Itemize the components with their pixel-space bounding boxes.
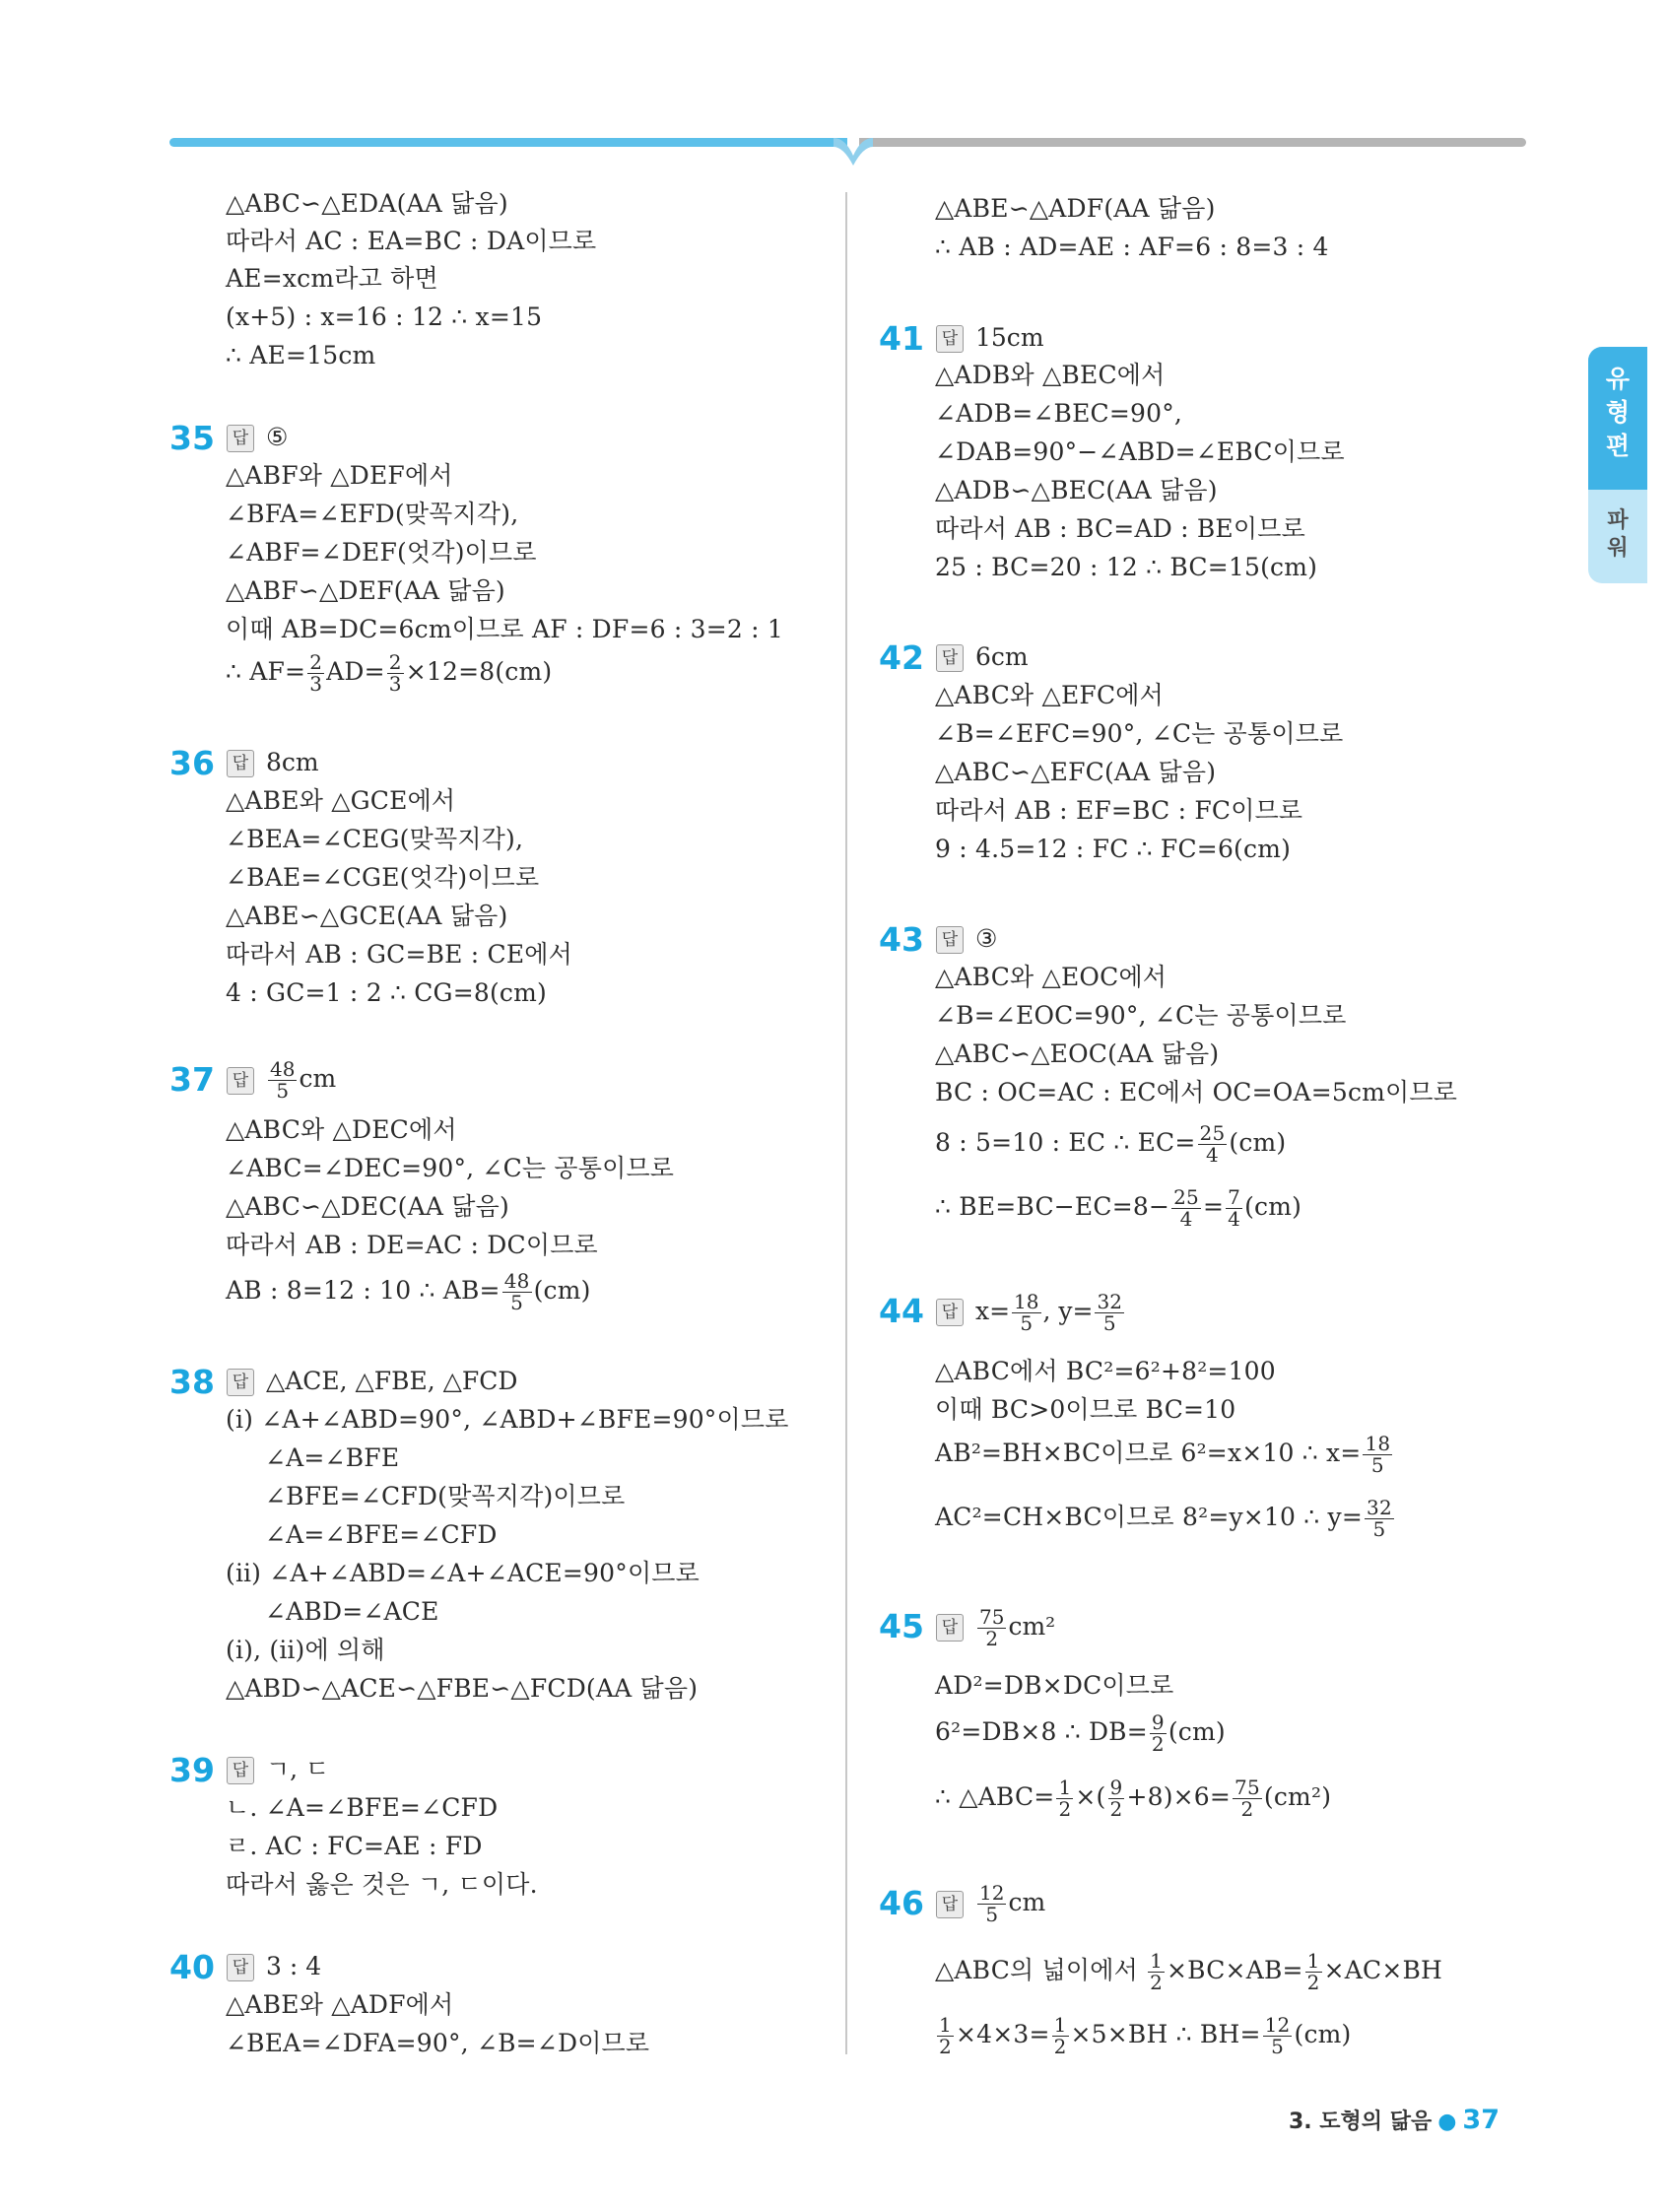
text-line: 9 : 4.5=12 : FC ∴ FC=6(cm): [935, 835, 1292, 863]
formula-line: $\frac{1}{2}$ ×4×3= $\frac{1}{2}$ ×5×BH ∴ BH= $\frac{12}{5}$ (cm): [939, 2013, 1352, 2058]
text-line: △ADB∽△BEC(AA 닮음): [935, 476, 1218, 504]
text-line: △ABC와 △EOC에서: [935, 963, 1168, 991]
text-line: 따라서 AB : EF=BC : FC이므로: [935, 796, 1303, 825]
answer-value: $\frac{48}{5}$ cm: [270, 1057, 337, 1103]
answer-label: 답: [936, 644, 964, 672]
text-line: AD²=DB×DC이므로: [935, 1671, 1174, 1700]
answer-value: ⑤: [266, 423, 289, 451]
problem-number: 41: [879, 319, 924, 358]
formula-line: ∴ △ABC= $\frac{1}{2}$ ×( $\frac{9}{2}$ +8)×6= $\frac{75}{2}$ (cm²): [935, 1776, 1332, 1821]
bullet-icon: ●: [1437, 2110, 1457, 2134]
answer-label: 답: [227, 1067, 254, 1095]
text-line: 따라서 AB : DE=AC : DC이므로: [226, 1231, 598, 1259]
answer-value: 3 : 4: [266, 1952, 322, 1980]
answer-value: $\frac{75}{2}$ cm²: [979, 1605, 1056, 1650]
text-line: △ABE와 △ADF에서: [226, 1990, 454, 2019]
text-line: △ABC∽△EDA(AA 닮음): [226, 189, 508, 218]
formula-line: △ABC의 넓이에서 $\frac{1}{2}$ ×BC×AB= $\frac{1}{2}$ ×AC×BH: [935, 1949, 1443, 1994]
problem-number: 46: [879, 1884, 924, 1922]
text-line: △ABC와 △DEC에서: [226, 1115, 457, 1144]
formula-line: ∴ AF= $\frac{2}{3}$ AD= $\frac{2}{3}$ ×12=8(cm): [226, 650, 553, 696]
answer-value: ③: [975, 924, 998, 953]
page-footer: [1289, 2105, 1500, 2135]
text-line: (x+5) : x=16 : 12 ∴ x=15: [226, 302, 543, 331]
column-divider: [845, 192, 847, 2054]
text-line: △ABC∽△EOC(AA 닮음): [935, 1039, 1220, 1068]
text-line: ∠ADB=∠BEC=90°,: [935, 399, 1183, 428]
fraction: $\frac{2}{3}$: [309, 650, 323, 696]
formula-line: ∴ BE=BC−EC=8− $\frac{25}{4}$ = $\frac{7}{4}$ (cm): [935, 1185, 1302, 1231]
problem-number: 44: [879, 1292, 924, 1330]
chapter-title: 3. 도형의 닮음: [1288, 2110, 1433, 2134]
text-line: ∴ AB : AD=AE : AF=6 : 8=3 : 4: [935, 233, 1329, 261]
text-line: 따라서 AB : GC=BE : CE에서: [226, 940, 573, 969]
formula-line: 6²=DB×8 ∴ DB= $\frac{9}{2}$ (cm): [935, 1710, 1226, 1756]
problem-number: 35: [169, 419, 215, 457]
answer-value: △ACE, △FBE, △FCD: [266, 1367, 518, 1395]
text-line: △ABC에서 BC²=6²+8²=100: [935, 1357, 1276, 1385]
text-line: ∠A=∠BFE=∠CFD: [265, 1520, 498, 1549]
fraction: $\frac{12}{5}$: [979, 1881, 1005, 1926]
text-line: ∴ AE=15cm: [226, 341, 376, 369]
text-line: △ABC와 △EFC에서: [935, 681, 1164, 709]
text-line: 4 : GC=1 : 2 ∴ CG=8(cm): [226, 978, 547, 1007]
text-line: △ABC∽△DEC(AA 닮음): [226, 1192, 509, 1221]
fraction: $\frac{75}{2}$: [979, 1605, 1005, 1650]
text-line: △ABE와 △GCE에서: [226, 786, 456, 815]
text-line: 따라서 AC : EA=BC : DA이므로: [226, 227, 597, 255]
text-line: ∠BFA=∠EFD(맞꼭지각),: [226, 500, 519, 528]
text-line: ∠DAB=90°−∠ABD=∠EBC이므로: [935, 437, 1345, 466]
text-line: △ABF∽△DEF(AA 닮음): [226, 576, 505, 605]
text-line: ∠BEA=∠CEG(맞꼭지각),: [226, 825, 524, 853]
answer-value: 8cm: [266, 748, 319, 776]
formula-line: AB : 8=12 : 10 ∴ AB= $\frac{48}{5}$ (cm): [226, 1269, 591, 1314]
text-line: ∠A=∠BFE: [265, 1443, 400, 1472]
text-line: △ABE∽△GCE(AA 닮음): [226, 902, 508, 930]
answer-label: 답: [936, 1614, 964, 1642]
text-line: (ⅱ) ∠A+∠ABD=∠A+∠ACE=90°이므로: [226, 1559, 700, 1587]
text-line: ∠BAE=∠CGE(엇각)이므로: [226, 863, 540, 892]
answer-value: $\frac{12}{5}$ cm: [979, 1881, 1046, 1926]
text-line: AE=xcm라고 하면: [226, 264, 438, 293]
text-line: 따라서 옳은 것은 ㄱ, ㄷ이다.: [226, 1870, 538, 1899]
fraction: $\frac{9}{2}$: [1151, 1710, 1165, 1756]
fraction: $\frac{1}{2}$: [1306, 1949, 1320, 1994]
problem-number: 43: [879, 920, 924, 959]
text-line: △ABE∽△ADF(AA 닮음): [935, 194, 1216, 223]
text-line: 이때 BC>0이므로 BC=10: [935, 1395, 1236, 1424]
problem-number: 42: [879, 638, 924, 677]
text-line: ∠ABD=∠ACE: [265, 1597, 439, 1626]
text-line: (ⅰ) ∠A+∠ABD=90°, ∠ABD+∠BFE=90°이므로: [226, 1405, 789, 1434]
fraction: $\frac{1}{2}$: [1150, 1949, 1164, 1994]
text-line: ∠BEA=∠DFA=90°, ∠B=∠D이므로: [226, 2029, 650, 2057]
answer-value: x= $\frac{18}{5}$ , y= $\frac{32}{5}$: [975, 1290, 1122, 1335]
fraction: $\frac{25}{4}$: [1199, 1121, 1226, 1167]
formula-line: AB²=BH×BC이므로 6²=x×10 ∴ x= $\frac{18}{5}$: [935, 1432, 1391, 1477]
fraction: $\frac{18}{5}$: [1014, 1290, 1039, 1335]
fraction: $\frac{1}{2}$: [1058, 1776, 1072, 1821]
answer-label: 답: [227, 425, 254, 452]
answer-label: 답: [936, 1891, 964, 1918]
answer-value: ㄱ, ㄷ: [266, 1755, 330, 1783]
fraction: $\frac{32}{5}$: [1367, 1496, 1392, 1541]
text-line: ㄴ. ∠A=∠BFE=∠CFD: [226, 1793, 499, 1822]
side-tab-label-bottom: 파 워: [1607, 508, 1629, 561]
answer-label: 답: [936, 325, 964, 353]
header-bar-blue: [169, 138, 847, 147]
answer-label: 답: [936, 1299, 964, 1326]
header-bar-grey: [859, 138, 1526, 147]
fraction: $\frac{32}{5}$: [1097, 1290, 1122, 1335]
fraction: $\frac{7}{4}$: [1228, 1185, 1241, 1231]
fraction: $\frac{2}{3}$: [388, 650, 402, 696]
text-line: BC : OC=AC : EC에서 OC=OA=5cm이므로: [935, 1078, 1458, 1106]
text-line: 25 : BC=20 : 12 ∴ BC=15(cm): [935, 553, 1318, 581]
fraction: $\frac{48}{5}$: [503, 1269, 530, 1314]
text-line: (ⅰ), (ⅱ)에 의해: [226, 1636, 385, 1664]
fraction: $\frac{48}{5}$: [270, 1057, 296, 1103]
text-line: △ABC∽△EFC(AA 닮음): [935, 758, 1217, 786]
header-notch: [834, 138, 873, 168]
answer-value: 6cm: [975, 642, 1029, 671]
fraction: $\frac{18}{5}$: [1365, 1432, 1391, 1477]
text-line: ∠B=∠EFC=90°, ∠C는 공통이므로: [935, 719, 1344, 748]
problem-number: 39: [169, 1751, 215, 1789]
answer-label: 답: [936, 926, 964, 954]
answer-label: 답: [227, 1757, 254, 1784]
problem-number: 36: [169, 744, 215, 782]
text-line: 따라서 AB : BC=AD : BE이므로: [935, 514, 1305, 543]
fraction: $\frac{25}{4}$: [1173, 1185, 1199, 1231]
text-line: ∠B=∠EOC=90°, ∠C는 공통이므로: [935, 1001, 1347, 1030]
side-tab-label-top: 유 형 편: [1605, 365, 1631, 460]
answer-value: 15cm: [975, 323, 1044, 352]
fraction: $\frac{1}{2}$: [939, 2013, 952, 2058]
problem-number: 40: [169, 1948, 215, 1986]
text-line: △ABF와 △DEF에서: [226, 461, 453, 490]
problem-number: 37: [169, 1060, 215, 1099]
answer-label: 답: [227, 1369, 254, 1396]
text-line: ∠BFE=∠CFD(맞꼭지각)이므로: [265, 1482, 626, 1510]
formula-line: AC²=CH×BC이므로 8²=y×10 ∴ y= $\frac{32}{5}$: [935, 1496, 1392, 1541]
text-line: ∠ABC=∠DEC=90°, ∠C는 공통이므로: [226, 1154, 675, 1182]
text-line: 이때 AB=DC=6cm이므로 AF : DF=6 : 3=2 : 1: [226, 615, 784, 643]
problem-number: 38: [169, 1363, 215, 1401]
fraction: $\frac{75}{2}$: [1234, 1776, 1260, 1821]
fraction: $\frac{9}{2}$: [1109, 1776, 1123, 1821]
fraction: $\frac{1}{2}$: [1053, 2013, 1067, 2058]
fraction: $\frac{12}{5}$: [1264, 2013, 1291, 2058]
text-line: △ABD∽△ACE∽△FBE∽△FCD(AA 닮음): [226, 1674, 699, 1703]
page-number: 37: [1462, 2105, 1500, 2135]
answer-label: 답: [227, 1954, 254, 1981]
formula-line: 8 : 5=10 : EC ∴ EC= $\frac{25}{4}$ (cm): [935, 1121, 1287, 1167]
text-line: ∠ABF=∠DEF(엇각)이므로: [226, 538, 537, 567]
answer-label: 답: [227, 750, 254, 777]
problem-number: 45: [879, 1607, 924, 1645]
text-line: △ADB와 △BEC에서: [935, 361, 1166, 389]
text-line: ㄹ. AC : FC=AE : FD: [226, 1832, 483, 1860]
